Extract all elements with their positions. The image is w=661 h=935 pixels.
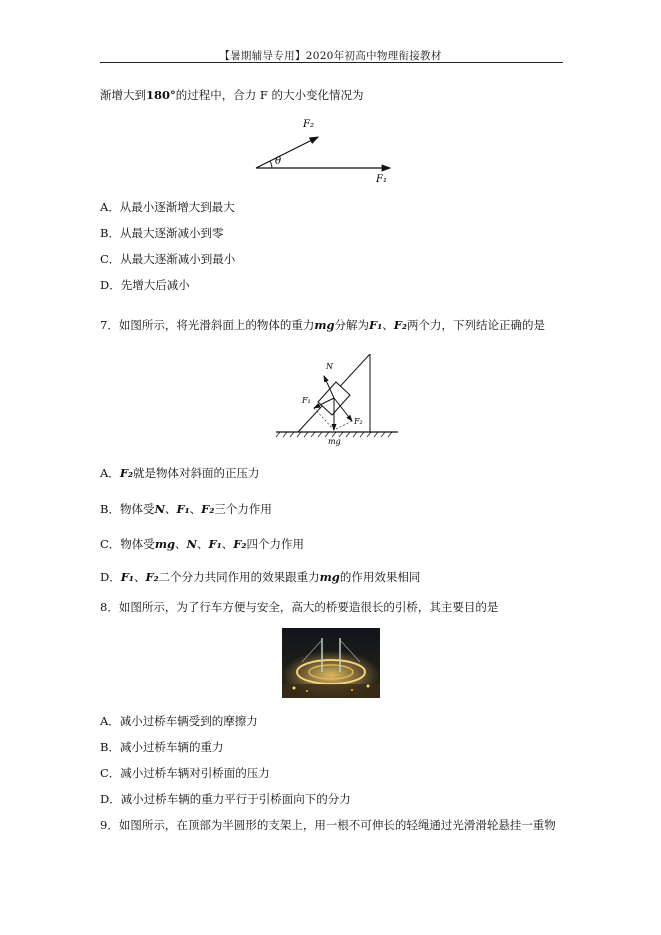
q6-stem [100,88,364,102]
q7-c-s1: 、 [175,537,187,551]
q8-option-b: B．减小过桥车辆的重力 [100,740,224,754]
theta-label: θ [275,156,282,167]
q7-incline-diagram [274,354,400,450]
q7-f2: F₂ [393,318,407,332]
q7-c-f2: F₂ [233,537,247,551]
q7-option-b [100,502,272,516]
q7-sep: 、 [382,318,394,332]
f1-label: F₁ [376,174,387,184]
q7-c-s2: 、 [197,537,209,551]
q6-stem-b: 的过程中，合力 F 的大小变化情况为 [175,88,364,102]
q7-d-mg: mg [319,570,340,584]
f1-label: F₁ [302,396,311,405]
q7-option-d [100,570,420,584]
theta-arc [270,161,272,168]
q7-b-f2: F₂ [201,502,215,516]
q7-a-text: 就是物体对斜面的正压力 [133,466,260,480]
q8-stem: 8．如图所示，为了行车方便与安全，高大的桥要造很长的引桥，其主要目的是 [100,600,499,614]
q7-d-prefix: D． [100,570,121,584]
n-label: N [326,362,333,371]
q8-bridge-photo [282,628,380,698]
q7-c-n: N [186,537,198,551]
q7-b-s2: 、 [189,502,202,516]
q7-d-s1: 、 [133,570,146,584]
q7-b-n: N [154,502,165,516]
q9-stem: 9．如图所示，在顶部为半圆形的支架上，用一根不可伸长的轻绳通过光滑滑轮悬挂一重物 [100,818,556,832]
q7-c-s3: 、 [221,537,234,551]
q7-stem-a: 7．如图所示，将光滑斜面上的物体的重力 [100,318,315,332]
q7-d-text2: 的作用效果相同 [339,570,421,584]
q7-mg: mg [314,318,335,332]
q7-d-f2: F₂ [145,570,159,584]
q6-stem-deg: 180° [146,88,176,102]
q7-a-f2: F₂ [119,466,134,480]
q8-option-d: D．减小过桥车辆的重力平行于引桥面向下的分力 [100,792,351,806]
page-header: 【暑期辅导专用】2020年初高中物理衔接教材 [219,50,442,62]
q7-stem [100,318,545,332]
q7-c-f1: F₁ [208,537,222,551]
q8-option-a: A．减小过桥车辆受到的摩擦力 [100,714,258,728]
q7-b-prefix: B．物体受 [100,502,155,516]
q7-stem-b: 分解为 [334,318,370,332]
q7-c-prefix: C．物体受 [100,537,155,551]
q6-option-d: D．先增大后减小 [100,278,190,292]
q7-b-text: 三个力作用 [214,502,272,516]
q6-stem-a: 渐增大到 [100,88,146,102]
q7-d-text1: 二个分力共同作用的效果跟重力 [158,570,320,584]
q6-option-c: C．从最大逐渐减小到最小 [100,252,236,266]
mg-label: mg [328,437,341,446]
f2-vector [256,137,318,168]
q7-option-c [100,537,304,551]
q7-c-text: 四个力作用 [246,537,304,551]
q7-stem-c: 两个力，下列结论正确的是 [406,318,545,332]
q7-option-a [100,466,260,480]
header-rule [100,62,563,63]
q7-c-mg: mg [154,537,176,551]
q7-b-f1: F₁ [176,502,190,516]
f2-label: F₂ [303,119,314,130]
dash-2 [334,421,352,430]
q7-b-s1: 、 [164,502,177,516]
q6-force-diagram [250,112,400,184]
q6-option-a: A．从最小逐渐增大到最大 [100,200,235,214]
q8-option-c: C．减小过桥车辆对引桥面的压力 [100,766,270,780]
f2-label: F₂ [354,417,363,426]
q7-a-prefix: A． [100,466,120,480]
q7-f1: F₁ [369,318,383,332]
q7-d-f1: F₁ [120,570,134,584]
q6-option-b: B．从最大逐渐减小到零 [100,226,224,240]
